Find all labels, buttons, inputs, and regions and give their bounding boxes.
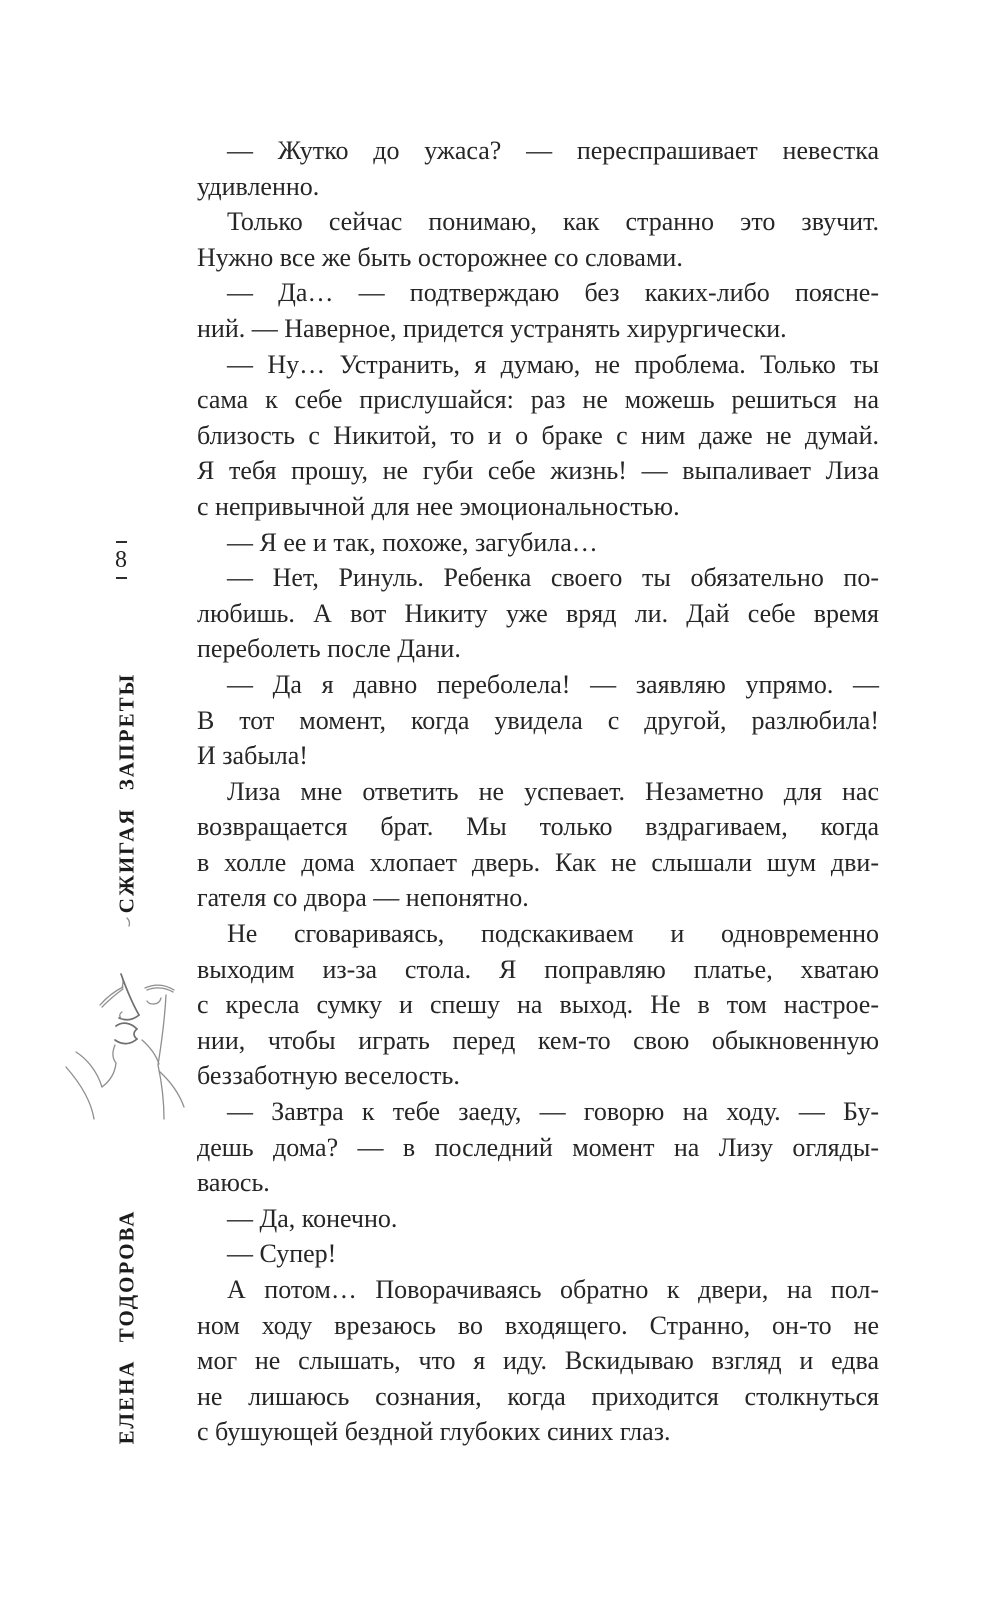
text-line: В тот момент, когда увидела с другой, разлюбила! [197, 705, 879, 735]
text-line: — Я ее и так, похоже, загубила… [227, 527, 598, 557]
text-line: с бушующей бездной глубоких синих глаз. [197, 1417, 671, 1447]
text-line: дешь дома? — в последний момент на Лизу огляды- [197, 1132, 879, 1162]
text-line: беззаботную веселость. [197, 1061, 460, 1091]
text-line: Лиза мне ответить не успевает. Незаметно для нас [227, 776, 879, 806]
page-number-rule-top [116, 541, 127, 543]
text-line: И забыла! [197, 741, 308, 771]
text-line: — Да я давно переболела! — заявляю упрямо. — [227, 669, 879, 699]
text-line: переболеть после Дани. [197, 634, 461, 664]
text-line: — Завтра к тебе заеду, — говорю на ходу. — Бу- [227, 1097, 879, 1127]
text-line: любишь. А вот Никиту уже вряд ли. Дай себе время [197, 598, 879, 628]
kiss-sketch-illustration [56, 916, 190, 1120]
text-line: — Да… — подтверждаю без каких-либо поясне- [227, 278, 879, 308]
text-line: — Нет, Ринуль. Ребенка своего ты обязательно по- [227, 563, 879, 593]
text-line: Только сейчас понимаю, как странно это звучит. [227, 207, 879, 237]
text-line: Я тебя прошу, не губи себе жизнь! — выпаливает Лиза [197, 456, 879, 486]
text-line: нии, чтобы играть перед кем-то свою обыкновенную [197, 1025, 879, 1055]
text-line: сама к себе прислушайся: раз не можешь решиться на [197, 385, 879, 415]
text-line: не лишаюсь сознания, когда приходится столкнуться [197, 1381, 879, 1411]
text-line: Не сговариваясь, подскакиваем и одновременно [227, 919, 879, 949]
text-line: с непривычной для нее эмоциональностью. [197, 491, 680, 521]
text-line: возвращается брат. Мы только вздрагиваем, когда [197, 812, 879, 842]
body-text [197, 133, 879, 1450]
page-number: 8 [115, 547, 127, 573]
text-line: ваюсь. [197, 1168, 270, 1198]
author-name: ЕЛЕНА ТОДОРОВА [114, 1209, 139, 1445]
text-line: ний. — Наверное, придется устранять хирургически. [197, 313, 787, 343]
text-line: — Да, конечно. [227, 1203, 398, 1233]
text-line: — Ну… Устранить, я думаю, не проблема. Только ты [227, 349, 879, 379]
page-number-rule-bottom [116, 577, 127, 579]
text-line: удивленно. [197, 171, 320, 201]
book-title: СЖИГАЯ ЗАПРЕТЫ [114, 672, 139, 914]
text-line: мог не слышать, что я иду. Вскидываю взгляд и едва [197, 1346, 879, 1376]
text-line: ном ходу врезаюсь во входящего. Странно, он-то не [197, 1310, 879, 1340]
text-line: близость с Никитой, то и о браке с ним даже не думай. [197, 420, 879, 450]
text-line: в холле дома хлопает дверь. Как не слышали шум дви- [197, 847, 879, 877]
text-line: с кресла сумку и спешу на выход. Не в том настрое- [197, 990, 879, 1020]
text-line: Нужно все же быть осторожнее со словами. [197, 242, 683, 272]
text-line: — Жутко до ужаса? — переспрашивает невестка [227, 136, 879, 165]
text-line: выходим из-за стола. Я поправляю платье, хватаю [197, 954, 879, 984]
text-line: А потом… Поворачиваясь обратно к двери, на пол- [227, 1275, 879, 1304]
page-number-block [108, 541, 134, 579]
text-line: — Супер! [227, 1239, 337, 1269]
text-line: гателя со двора — непонятно. [197, 883, 529, 913]
